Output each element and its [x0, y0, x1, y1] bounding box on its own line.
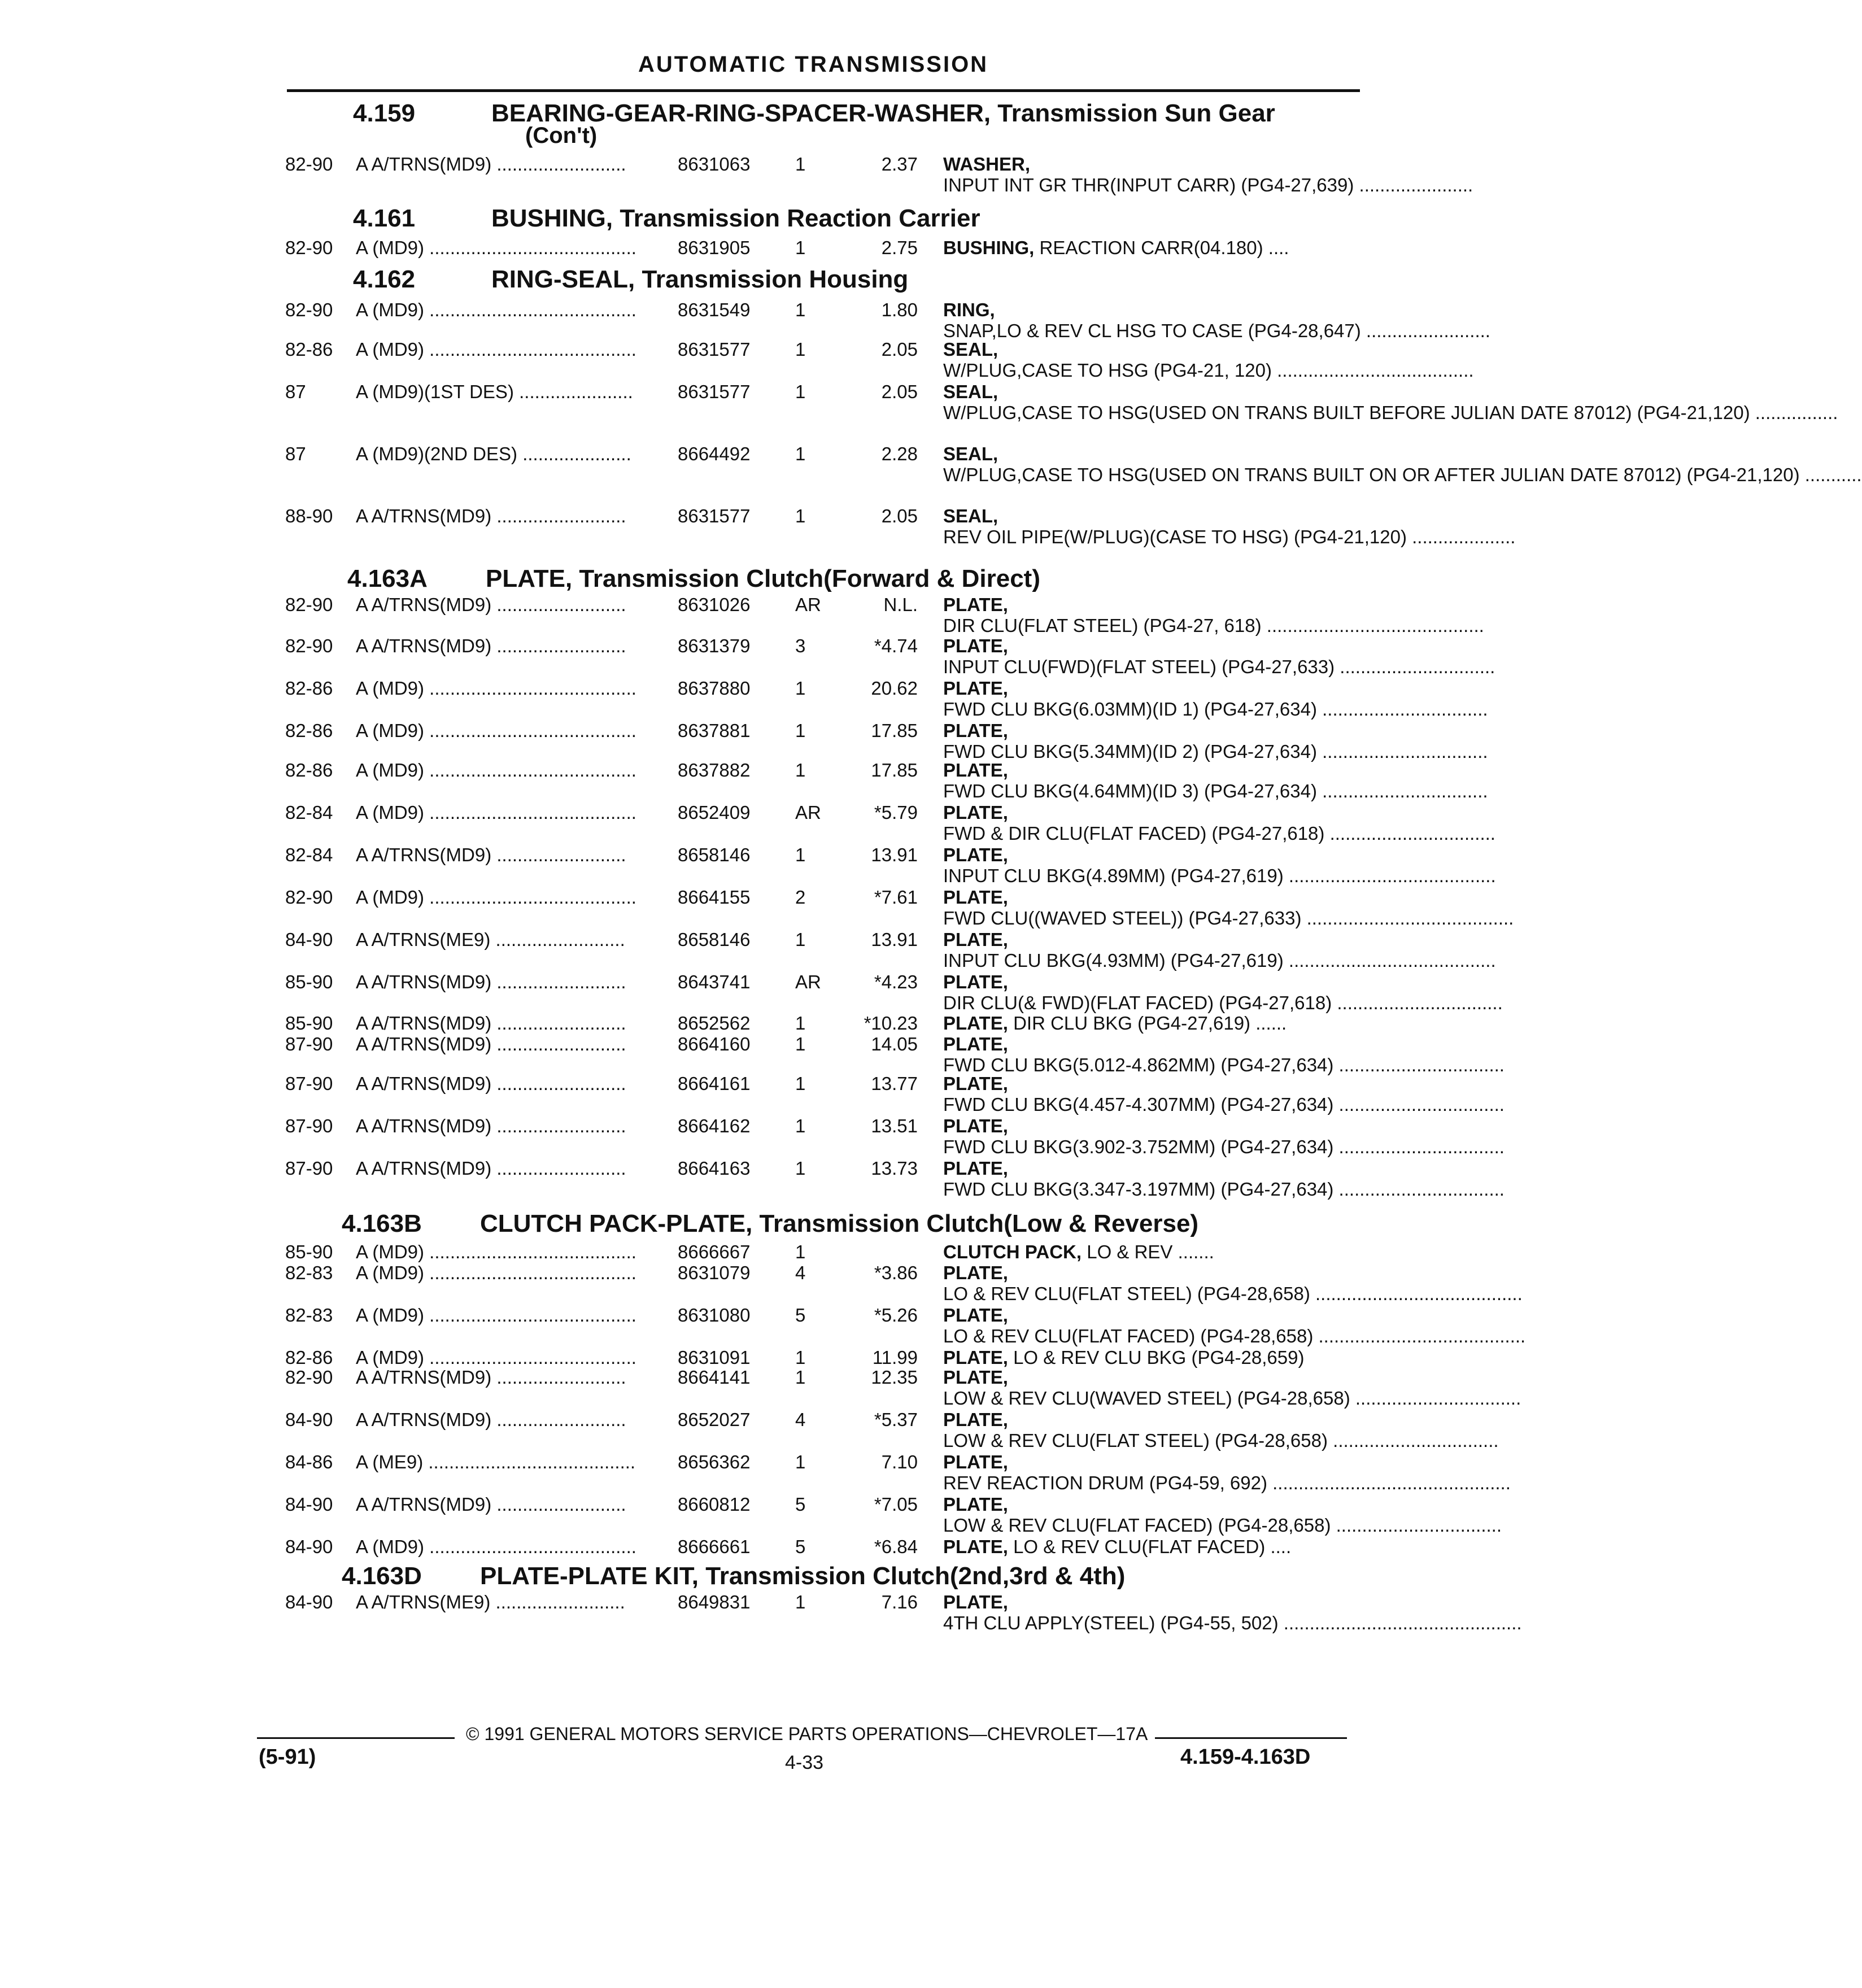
description [943, 1367, 1521, 1409]
description-name: PLATE, [943, 1034, 1008, 1054]
section-title [347, 565, 1040, 593]
price: 17.85 [871, 720, 918, 741]
price: 7.10 [881, 1451, 918, 1472]
quantity: 4 [795, 1262, 806, 1283]
application: A (MD9) ........................................ [356, 237, 636, 258]
price: *10.23 [864, 1013, 918, 1034]
quantity: 1 [795, 1241, 806, 1262]
description-text: FWD CLU BKG(4.64MM)(ID 3) (PG4-27,634) ................................ [943, 781, 1488, 801]
description-name: PLATE, [943, 1409, 1008, 1430]
description [943, 1013, 1350, 1034]
price: 2.37 [881, 154, 918, 175]
quantity: 1 [795, 505, 806, 526]
model-years: 87 [285, 381, 306, 402]
quantity: AR [795, 971, 821, 992]
description-name: PLATE, [943, 1592, 1008, 1612]
application: A (MD9)(2ND DES) ..................... [356, 443, 631, 464]
description-text: LO & REV CLU(FLAT FACED) (PG4-28,658) ........................................ [943, 1326, 1526, 1346]
description [943, 1536, 1350, 1557]
description [943, 760, 1488, 801]
description-text: FWD CLU BKG(6.03MM)(ID 1) (PG4-27,634) ................................ [943, 699, 1488, 720]
quantity: 1 [795, 1451, 806, 1472]
price: 2.28 [881, 443, 918, 464]
part-number: 8664163 [678, 1158, 751, 1179]
section-number: 4.161 [353, 204, 416, 232]
description-name: PLATE, [943, 1536, 1008, 1557]
part-number: 8643741 [678, 971, 751, 992]
description-name: PLATE, [943, 1367, 1008, 1388]
price: N.L. [883, 594, 918, 615]
application: A (ME9) ........................................ [356, 1451, 636, 1472]
quantity: AR [795, 802, 821, 823]
description-text: W/PLUG,CASE TO HSG (PG4-21, 120) ...................................... [943, 360, 1474, 381]
section-number: 4.163D [342, 1562, 422, 1590]
model-years: 88-90 [285, 505, 333, 526]
application: A A/TRNS(MD9) ......................... [356, 1073, 626, 1094]
description [943, 381, 1838, 423]
section-heading-text: CLUTCH PACK-PLATE, Transmission Clutch(Low & Reverse) [480, 1210, 1199, 1237]
part-number: 8637882 [678, 760, 751, 781]
part-number: 8666667 [678, 1241, 751, 1262]
description-text: LOW & REV CLU(FLAT FACED) (PG4-28,658) ................................ [943, 1515, 1502, 1536]
part-number: 8631577 [678, 339, 751, 360]
section-number: 4.159 [353, 99, 416, 127]
description-name: PLATE, [943, 844, 1008, 865]
part-number: 8637881 [678, 720, 751, 741]
part-number: 8637880 [678, 678, 751, 699]
part-number: 8664161 [678, 1073, 751, 1094]
price: 2.05 [881, 339, 918, 360]
price: *5.79 [874, 802, 918, 823]
description-name: RING, [943, 299, 995, 320]
price: 13.91 [871, 929, 918, 950]
model-years: 82-90 [285, 1367, 333, 1388]
description-text: FWD CLU BKG(3.902-3.752MM) (PG4-27,634) ................................ [943, 1136, 1505, 1157]
price: *5.26 [874, 1305, 918, 1326]
part-number: 8631091 [678, 1347, 751, 1368]
quantity: 1 [795, 154, 806, 175]
price: 2.05 [881, 381, 918, 402]
quantity: 1 [795, 1013, 806, 1034]
application: A A/TRNS(MD9) ......................... [356, 635, 626, 656]
description-text: LO & REV CLU(FLAT STEEL) (PG4-28,658) ........................................ [943, 1283, 1523, 1304]
price: 13.91 [871, 844, 918, 865]
quantity: 1 [795, 1347, 806, 1368]
section-subtitle: (Con't) [525, 123, 598, 148]
description-name: PLATE, [943, 1115, 1008, 1136]
quantity: 5 [795, 1536, 806, 1557]
application: A (MD9) ........................................ [356, 760, 636, 781]
application: A (MD9) ........................................ [356, 299, 636, 320]
description-name: PLATE, [943, 887, 1008, 908]
model-years: 82-83 [285, 1262, 333, 1283]
model-years: 84-90 [285, 1409, 333, 1430]
part-number: 8631063 [678, 154, 751, 175]
part-number: 8652027 [678, 1409, 751, 1430]
application: A A/TRNS(MD9) ......................... [356, 1115, 626, 1136]
page-header-title: AUTOMATIC TRANSMISSION [638, 52, 989, 77]
description-text: LOW & REV CLU(WAVED STEEL) (PG4-28,658) ................................ [943, 1388, 1521, 1409]
description [943, 844, 1496, 886]
quantity: 1 [795, 443, 806, 464]
model-years: 87 [285, 443, 306, 464]
section-title [353, 204, 980, 233]
application: A A/TRNS(MD9) ......................... [356, 1367, 626, 1388]
model-years: 85-90 [285, 971, 333, 992]
quantity: 1 [795, 929, 806, 950]
quantity: 5 [795, 1494, 806, 1515]
part-number: 8664162 [678, 1115, 751, 1136]
quantity: 1 [795, 1367, 806, 1388]
description-name: SEAL, [943, 381, 998, 402]
section-number: 4.163A [347, 565, 428, 592]
description-text: LO & REV CLU BKG (PG4-28,659) [1013, 1347, 1305, 1368]
description [943, 802, 1495, 844]
section-title [342, 1562, 1126, 1590]
description-name: PLATE, [943, 1073, 1008, 1094]
quantity: 1 [795, 720, 806, 741]
part-number: 8631026 [678, 594, 751, 615]
model-years: 82-90 [285, 635, 333, 656]
part-number: 8666661 [678, 1536, 751, 1557]
description [943, 1305, 1526, 1346]
application: A A/TRNS(MD9) ......................... [356, 1409, 626, 1430]
application: A A/TRNS(ME9) ......................... [356, 929, 625, 950]
description-text: LO & REV CLU(FLAT FACED) .... [1013, 1536, 1292, 1557]
price: 13.51 [871, 1115, 918, 1136]
description [943, 594, 1484, 636]
model-years: 84-90 [285, 1592, 333, 1612]
model-years: 82-86 [285, 760, 333, 781]
description [943, 1347, 1350, 1368]
section-title [342, 1210, 1199, 1238]
description-text: 4TH CLU APPLY(STEEL) (PG4-55, 502) .............................................. [943, 1612, 1522, 1633]
section-title [353, 265, 909, 294]
footer-rule-left [257, 1737, 455, 1739]
description-name: PLATE, [943, 971, 1008, 992]
model-years: 84-86 [285, 1451, 333, 1472]
part-number: 8656362 [678, 1451, 751, 1472]
model-years: 82-90 [285, 154, 333, 175]
model-years: 87-90 [285, 1158, 333, 1179]
price: 7.16 [881, 1592, 918, 1612]
description [943, 339, 1474, 381]
price: *7.61 [874, 887, 918, 908]
quantity: 1 [795, 1034, 806, 1054]
model-years: 84-90 [285, 929, 333, 950]
price: 17.85 [871, 760, 918, 781]
model-years: 82-86 [285, 1347, 333, 1368]
part-number: 8631905 [678, 237, 751, 258]
description-name: PLATE, [943, 678, 1008, 699]
application: A A/TRNS(MD9) ......................... [356, 1494, 626, 1515]
application: A A/TRNS(MD9) ......................... [356, 971, 626, 992]
price: *5.37 [874, 1409, 918, 1430]
description [943, 1592, 1522, 1633]
description-text: W/PLUG,CASE TO HSG(USED ON TRANS BUILT BEFORE JULIAN DATE 87012) (PG4-21,120) ................ [943, 402, 1838, 423]
description-text: INPUT CLU(FWD)(FLAT STEEL) (PG4-27,633) .............................. [943, 656, 1495, 677]
description-text: FWD CLU BKG(3.347-3.197MM) (PG4-27,634) ................................ [943, 1179, 1505, 1200]
part-number: 8631080 [678, 1305, 751, 1326]
section-number: 4.163B [342, 1210, 422, 1237]
application: A (MD9) ........................................ [356, 1241, 636, 1262]
application: A A/TRNS(ME9) ......................... [356, 1592, 625, 1612]
model-years: 82-86 [285, 678, 333, 699]
description-name: PLATE, [943, 929, 1008, 950]
price: *4.23 [874, 971, 918, 992]
model-years: 87-90 [285, 1034, 333, 1054]
description [943, 1262, 1523, 1304]
model-years: 82-90 [285, 237, 333, 258]
header-rule [287, 89, 1360, 92]
description-name: PLATE, [943, 1305, 1008, 1326]
description-name: WASHER, [943, 154, 1031, 175]
description-text: FWD CLU BKG(5.012-4.862MM) (PG4-27,634) ................................ [943, 1054, 1505, 1075]
description-text: INPUT CLU BKG(4.89MM) (PG4-27,619) ........................................ [943, 865, 1496, 886]
quantity: 1 [795, 299, 806, 320]
description-name: PLATE, [943, 594, 1008, 615]
description [943, 1451, 1511, 1493]
description-name: SEAL, [943, 443, 998, 464]
model-years: 84-90 [285, 1494, 333, 1515]
description-name: PLATE, [943, 1451, 1008, 1472]
application: A A/TRNS(MD9) ......................... [356, 1013, 626, 1034]
description [943, 1494, 1502, 1536]
application: A A/TRNS(MD9) ......................... [356, 154, 626, 175]
quantity: 1 [795, 1158, 806, 1179]
description-name: BUSHING, [943, 237, 1035, 258]
part-number: 8664141 [678, 1367, 751, 1388]
description-name: SEAL, [943, 505, 998, 526]
model-years: 87-90 [285, 1073, 333, 1094]
section-heading-text: RING-SEAL, Transmission Housing [491, 265, 909, 293]
model-years: 82-90 [285, 887, 333, 908]
application: A (MD9) ........................................ [356, 802, 636, 823]
quantity: 2 [795, 887, 806, 908]
price: 2.05 [881, 505, 918, 526]
description-name: PLATE, [943, 1013, 1008, 1034]
model-years: 82-90 [285, 299, 333, 320]
model-years: 85-90 [285, 1013, 333, 1034]
section-heading-text: PLATE-PLATE KIT, Transmission Clutch(2nd,3rd & 4th) [480, 1562, 1126, 1590]
description-name: PLATE, [943, 1494, 1008, 1515]
price: 13.77 [871, 1073, 918, 1094]
price: 1.80 [881, 299, 918, 320]
description-text: INPUT INT GR THR(INPUT CARR) (PG4-27,639) ...................... [943, 175, 1473, 195]
description [943, 929, 1496, 971]
description-text: SNAP,LO & REV CL HSG TO CASE (PG4-28,647) ........................ [943, 320, 1490, 341]
footer-section-range: 4.159-4.163D [1180, 1745, 1311, 1769]
part-number: 8652409 [678, 802, 751, 823]
quantity: 1 [795, 381, 806, 402]
part-number: 8652562 [678, 1013, 751, 1034]
part-number: 8631379 [678, 635, 751, 656]
quantity: 1 [795, 339, 806, 360]
application: A (MD9) ........................................ [356, 720, 636, 741]
application: A (MD9) ........................................ [356, 1262, 636, 1283]
description-text: INPUT CLU BKG(4.93MM) (PG4-27,619) ........................................ [943, 950, 1496, 971]
description [943, 1115, 1505, 1157]
quantity: 1 [795, 1073, 806, 1094]
footer-date: (5-91) [259, 1745, 316, 1769]
application: A (MD9) ........................................ [356, 678, 636, 699]
description-name: PLATE, [943, 760, 1008, 781]
section-heading-text: BUSHING, Transmission Reaction Carrier [491, 204, 980, 232]
price: 2.75 [881, 237, 918, 258]
description [943, 887, 1514, 928]
price: 14.05 [871, 1034, 918, 1054]
quantity: 1 [795, 237, 806, 258]
model-years: 82-84 [285, 844, 333, 865]
part-number: 8631549 [678, 299, 751, 320]
description-name: PLATE, [943, 635, 1008, 656]
description [943, 1158, 1505, 1200]
quantity: 3 [795, 635, 806, 656]
description [943, 1241, 1350, 1262]
quantity: 1 [795, 678, 806, 699]
description-text: REV REACTION DRUM (PG4-59, 692) .............................................. [943, 1472, 1511, 1493]
description-name: SEAL, [943, 339, 998, 360]
model-years: 84-90 [285, 1536, 333, 1557]
price: 11.99 [872, 1347, 918, 1368]
quantity: 5 [795, 1305, 806, 1326]
part-number: 8649831 [678, 1592, 751, 1612]
description-text: REV OIL PIPE(W/PLUG)(CASE TO HSG) (PG4-21,120) .................... [943, 526, 1516, 547]
description-name: CLUTCH PACK, [943, 1241, 1082, 1262]
description [943, 971, 1503, 1013]
description-name: PLATE, [943, 802, 1008, 823]
description-text: DIR CLU(FLAT STEEL) (PG4-27, 618) .......................................... [943, 615, 1484, 636]
description [943, 635, 1495, 677]
description-text: DIR CLU BKG (PG4-27,619) ...... [1013, 1013, 1287, 1034]
price: 20.62 [871, 678, 918, 699]
description-text: REACTION CARR(04.180) .... [1039, 237, 1289, 258]
description-name: PLATE, [943, 1158, 1008, 1179]
application: A A/TRNS(MD9) ......................... [356, 844, 626, 865]
price: *6.84 [874, 1536, 918, 1557]
quantity: AR [795, 594, 821, 615]
part-number: 8631079 [678, 1262, 751, 1283]
model-years: 82-90 [285, 594, 333, 615]
application: A A/TRNS(MD9) ......................... [356, 1034, 626, 1054]
model-years: 82-84 [285, 802, 333, 823]
application: A (MD9) ........................................ [356, 339, 636, 360]
description-name: PLATE, [943, 720, 1008, 741]
footer-page-number: 4-33 [785, 1752, 824, 1773]
description [943, 505, 1516, 547]
part-number: 8664155 [678, 887, 751, 908]
part-number: 8631577 [678, 505, 751, 526]
section-number: 4.162 [353, 265, 416, 293]
description [943, 678, 1488, 720]
description [943, 154, 1473, 195]
section-heading-text: PLATE, Transmission Clutch(Forward & Direct) [486, 565, 1040, 592]
section-title [353, 99, 1275, 128]
description-name: PLATE, [943, 1347, 1008, 1368]
description [943, 443, 1862, 485]
description [943, 1073, 1505, 1115]
description-text: LOW & REV CLU(FLAT STEEL) (PG4-28,658) ................................ [943, 1430, 1499, 1451]
description-text: LO & REV ....... [1087, 1241, 1214, 1262]
application: A A/TRNS(MD9) ......................... [356, 505, 626, 526]
part-number: 8664492 [678, 443, 751, 464]
description [943, 299, 1490, 341]
description-text: FWD & DIR CLU(FLAT FACED) (PG4-27,618) ................................ [943, 823, 1495, 844]
part-number: 8660812 [678, 1494, 751, 1515]
price: *4.74 [874, 635, 918, 656]
description-name: PLATE, [943, 1262, 1008, 1283]
quantity: 1 [795, 1592, 806, 1612]
footer-rule-right [1155, 1737, 1347, 1739]
model-years: 85-90 [285, 1241, 333, 1262]
part-number: 8658146 [678, 844, 751, 865]
description-text: DIR CLU(& FWD)(FLAT FACED) (PG4-27,618) ................................ [943, 992, 1503, 1013]
quantity: 1 [795, 760, 806, 781]
application: A (MD9) ........................................ [356, 1347, 636, 1368]
part-number: 8631577 [678, 381, 751, 402]
description [943, 1409, 1499, 1451]
footer-copyright: © 1991 GENERAL MOTORS SERVICE PARTS OPERATIONS—CHEVROLET—17A [466, 1724, 1148, 1744]
application: A (MD9)(1ST DES) ...................... [356, 381, 633, 402]
quantity: 4 [795, 1409, 806, 1430]
quantity: 1 [795, 844, 806, 865]
description [943, 720, 1488, 762]
price: 12.35 [871, 1367, 918, 1388]
model-years: 82-86 [285, 339, 333, 360]
description-text: FWD CLU BKG(4.457-4.307MM) (PG4-27,634) ................................ [943, 1094, 1505, 1115]
description [943, 1034, 1505, 1075]
part-number: 8658146 [678, 929, 751, 950]
application: A (MD9) ........................................ [356, 1536, 636, 1557]
model-years: 87-90 [285, 1115, 333, 1136]
price: *3.86 [874, 1262, 918, 1283]
model-years: 82-86 [285, 720, 333, 741]
description-text: W/PLUG,CASE TO HSG(USED ON TRANS BUILT ON OR AFTER JULIAN DATE 87012) (PG4-21,120) ........... [943, 464, 1862, 485]
description-text: FWD CLU((WAVED STEEL)) (PG4-27,633) ........................................ [943, 908, 1514, 928]
description [943, 237, 1350, 258]
application: A A/TRNS(MD9) ......................... [356, 1158, 626, 1179]
part-number: 8664160 [678, 1034, 751, 1054]
price: *7.05 [874, 1494, 918, 1515]
section-heading-text: BEARING-GEAR-RING-SPACER-WASHER, Transmission Sun Gear [491, 99, 1275, 127]
quantity: 1 [795, 1115, 806, 1136]
model-years: 82-83 [285, 1305, 333, 1326]
application: A A/TRNS(MD9) ......................... [356, 594, 626, 615]
application: A (MD9) ........................................ [356, 1305, 636, 1326]
price: 13.73 [871, 1158, 918, 1179]
application: A (MD9) ........................................ [356, 887, 636, 908]
description-text: FWD CLU BKG(5.34MM)(ID 2) (PG4-27,634) ................................ [943, 741, 1488, 762]
